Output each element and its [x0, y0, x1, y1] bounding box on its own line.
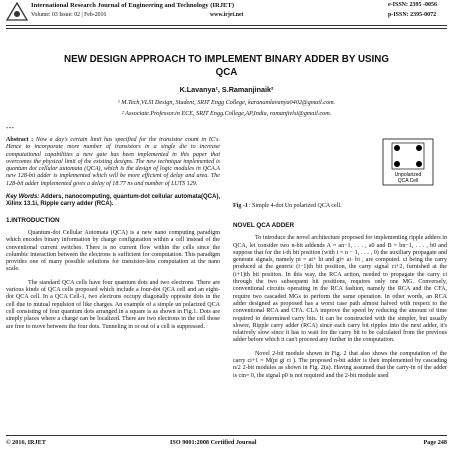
left-column: [6, 137, 220, 331]
footer-rule: [6, 435, 447, 436]
quantum-dot: [394, 145, 400, 151]
affiliation-1: ¹ M.Tech,VLSI Design, Student, SRIT Engg College, karanamlavanya0402@gmail.com.: [117, 99, 336, 106]
figure-caption: : Simple 4-dot Un polarized QCA cell.: [249, 203, 342, 209]
abstract-label: Abstract :: [6, 137, 34, 143]
separator-marks: ***: [6, 127, 15, 132]
page-footer: [6, 437, 447, 449]
quantum-dot: [394, 161, 400, 167]
section-heading-novel-qca-adder: NOVEL QCA ADDER: [233, 222, 294, 229]
section-heading-introduction: 1.INTRODUCTION: [6, 216, 60, 224]
footer-copyright: © 2016, IRJET: [6, 439, 46, 446]
quantum-dot: [416, 161, 422, 167]
paper-authors: K.Lavanya¹, S.Ramanjinaik²: [179, 85, 274, 94]
adder-paragraph: Novel 2-bit module shown in Fig. 2 that also shows the computation of the carry ci+1 = M(pi gi ci ). The proposed n-bit adder is then implemented by cascading n/2 2-bit modules as shown in Fig. 2(a). Having assumed that the carry-in of the adder is cin= 0, the signal p0 is not required and the 2-bit module used: [233, 350, 447, 379]
header-rule-bottom: [6, 28, 447, 29]
journal-header: [0, 0, 453, 24]
footer-page-number: Page 248: [423, 439, 447, 446]
irjet-logo-icon: [6, 2, 28, 21]
intro-paragraph: The standard QCA cells have four quantum dots and two electrons. There are various kinds of QCA cells proposed which include a four-dot QCA cell and an eight-dot QCA cell. In a QCA Cell-1, two electrons occupy diagonally opposite dots in the cell due to mutual repulsion of like charges. An example of a simple un polarized QCA cell consisting of four quantum dots arranged in a square is as shown in Fig.1. Dots are simply places where a charge can be localized. There are two electrons in the cell those are free to move between the four dots. Tunneling in or out of a cell is suppressed.: [6, 279, 220, 330]
figure-label: Fig -1: [233, 203, 248, 209]
figure-inner-label: QCA Cell: [397, 178, 419, 184]
footer-certification: ISO 9001:2008 Certified Journal: [170, 439, 257, 446]
intro-paragraph: Quantum-dot Cellular Automata (QCA) is a new nano computing paradigm which encodes binary information by charge configuration within a cell instead of the conventional current switches. There is no current flow within the cells since the columbic interaction between the electrons is sufficient for computation. This paradigm provides one of many possible solutions for transistor-less computation at the nano scale.: [6, 229, 220, 273]
right-column: [233, 222, 447, 380]
abstract: [6, 137, 220, 188]
journal-eissn: e-ISSN: 2395 -0056: [388, 2, 437, 8]
journal-issue: Volume: 03 Issue: 02 | Feb-2016: [31, 12, 107, 18]
title-line: QCA: [215, 67, 238, 78]
adder-paragraph: To introduce the novel architecture proposed for implementing ripple adders in QCA, let consider two n-bit addends A = an−1, . . . , a0 and B = bn−1, . . . , b0 and suppose that for the i-th bit position (with i = n − 1, . . . , 0) the auxiliary propagate and generate signals, namely pi = ai+ bi and gi= ai· bi , are computed. ci being the carry produced at the generic (i−1)th bit position, the carry signal ci+2, furnished at the (i+1)th bit position. In this way, the RCA action, needed to propagate the carry ci through the two subsequent bit positions, requires only one MG. Conversely, conventional circuits operating in the RCA fashion, namely the RCA and the CFA, require two cascaded MGs to perform the same operation. In other words, an RCA adder designed as proposed has a worst case path almost halved with respect to the conventional RCA and CFA. CLA improve the speed by reducing the amount of time required to determined carry bits. It can be constructed with the simpler, but usually slower, Ripple carry adder (RCA) since each carry bit ripples into the next adder, it's relatively slow since it has to wait for the carry bit to be calculated from the previous adder before which it can't proceed any further in the computation.: [233, 235, 447, 344]
keywords-label: Key Words:: [6, 194, 40, 201]
journal-url[interactable]: www.irjet.net: [210, 12, 244, 18]
separator-rule: [6, 127, 447, 133]
paper-title: [30, 53, 423, 79]
keywords: [6, 194, 220, 209]
title-line: NEW DESIGN APPROACH TO IMPLEMENT BINARY ADDER BY USING: [64, 54, 389, 65]
journal-pissn: p-ISSN: 2395-0072: [388, 12, 437, 18]
keywords-text: Adders, nanocomputing, quantum-dot cellular automata(QCA), Xilinx 13.1i, Ripple carry adder (RCA).: [6, 194, 220, 208]
quantum-dot: [416, 145, 422, 151]
qca-cell-figure: [369, 137, 447, 186]
journal-name: International Research Journal of Engineering and Technology (IRJET): [31, 2, 235, 9]
abstract-text: Now a day's certain limit has specified for the transistor count in IC's. Hence to incorporate more number of transistors in a single die to increase computational capabilities a new gate has been implemented in this paper that overcomes the physical limit of the existing designs. The new technique implemented is quantum dot cellular automata (QCA), which is the design of logic modules in QCA.A new 128-bit adder is implemented which will be more efficient of delay and area. The 128-bit adder implemented gives a delay of 18.77 ns and number of LUTS 129.: [6, 137, 220, 187]
header-rule-top: [6, 25, 447, 26]
affiliation-2: ² Associate.Professor.in ECE, SRIT Engg.College,AP,India, ramanjivlsi@gmail.com.: [121, 110, 332, 117]
figure-inner-label: Unpolarized: [394, 172, 422, 178]
